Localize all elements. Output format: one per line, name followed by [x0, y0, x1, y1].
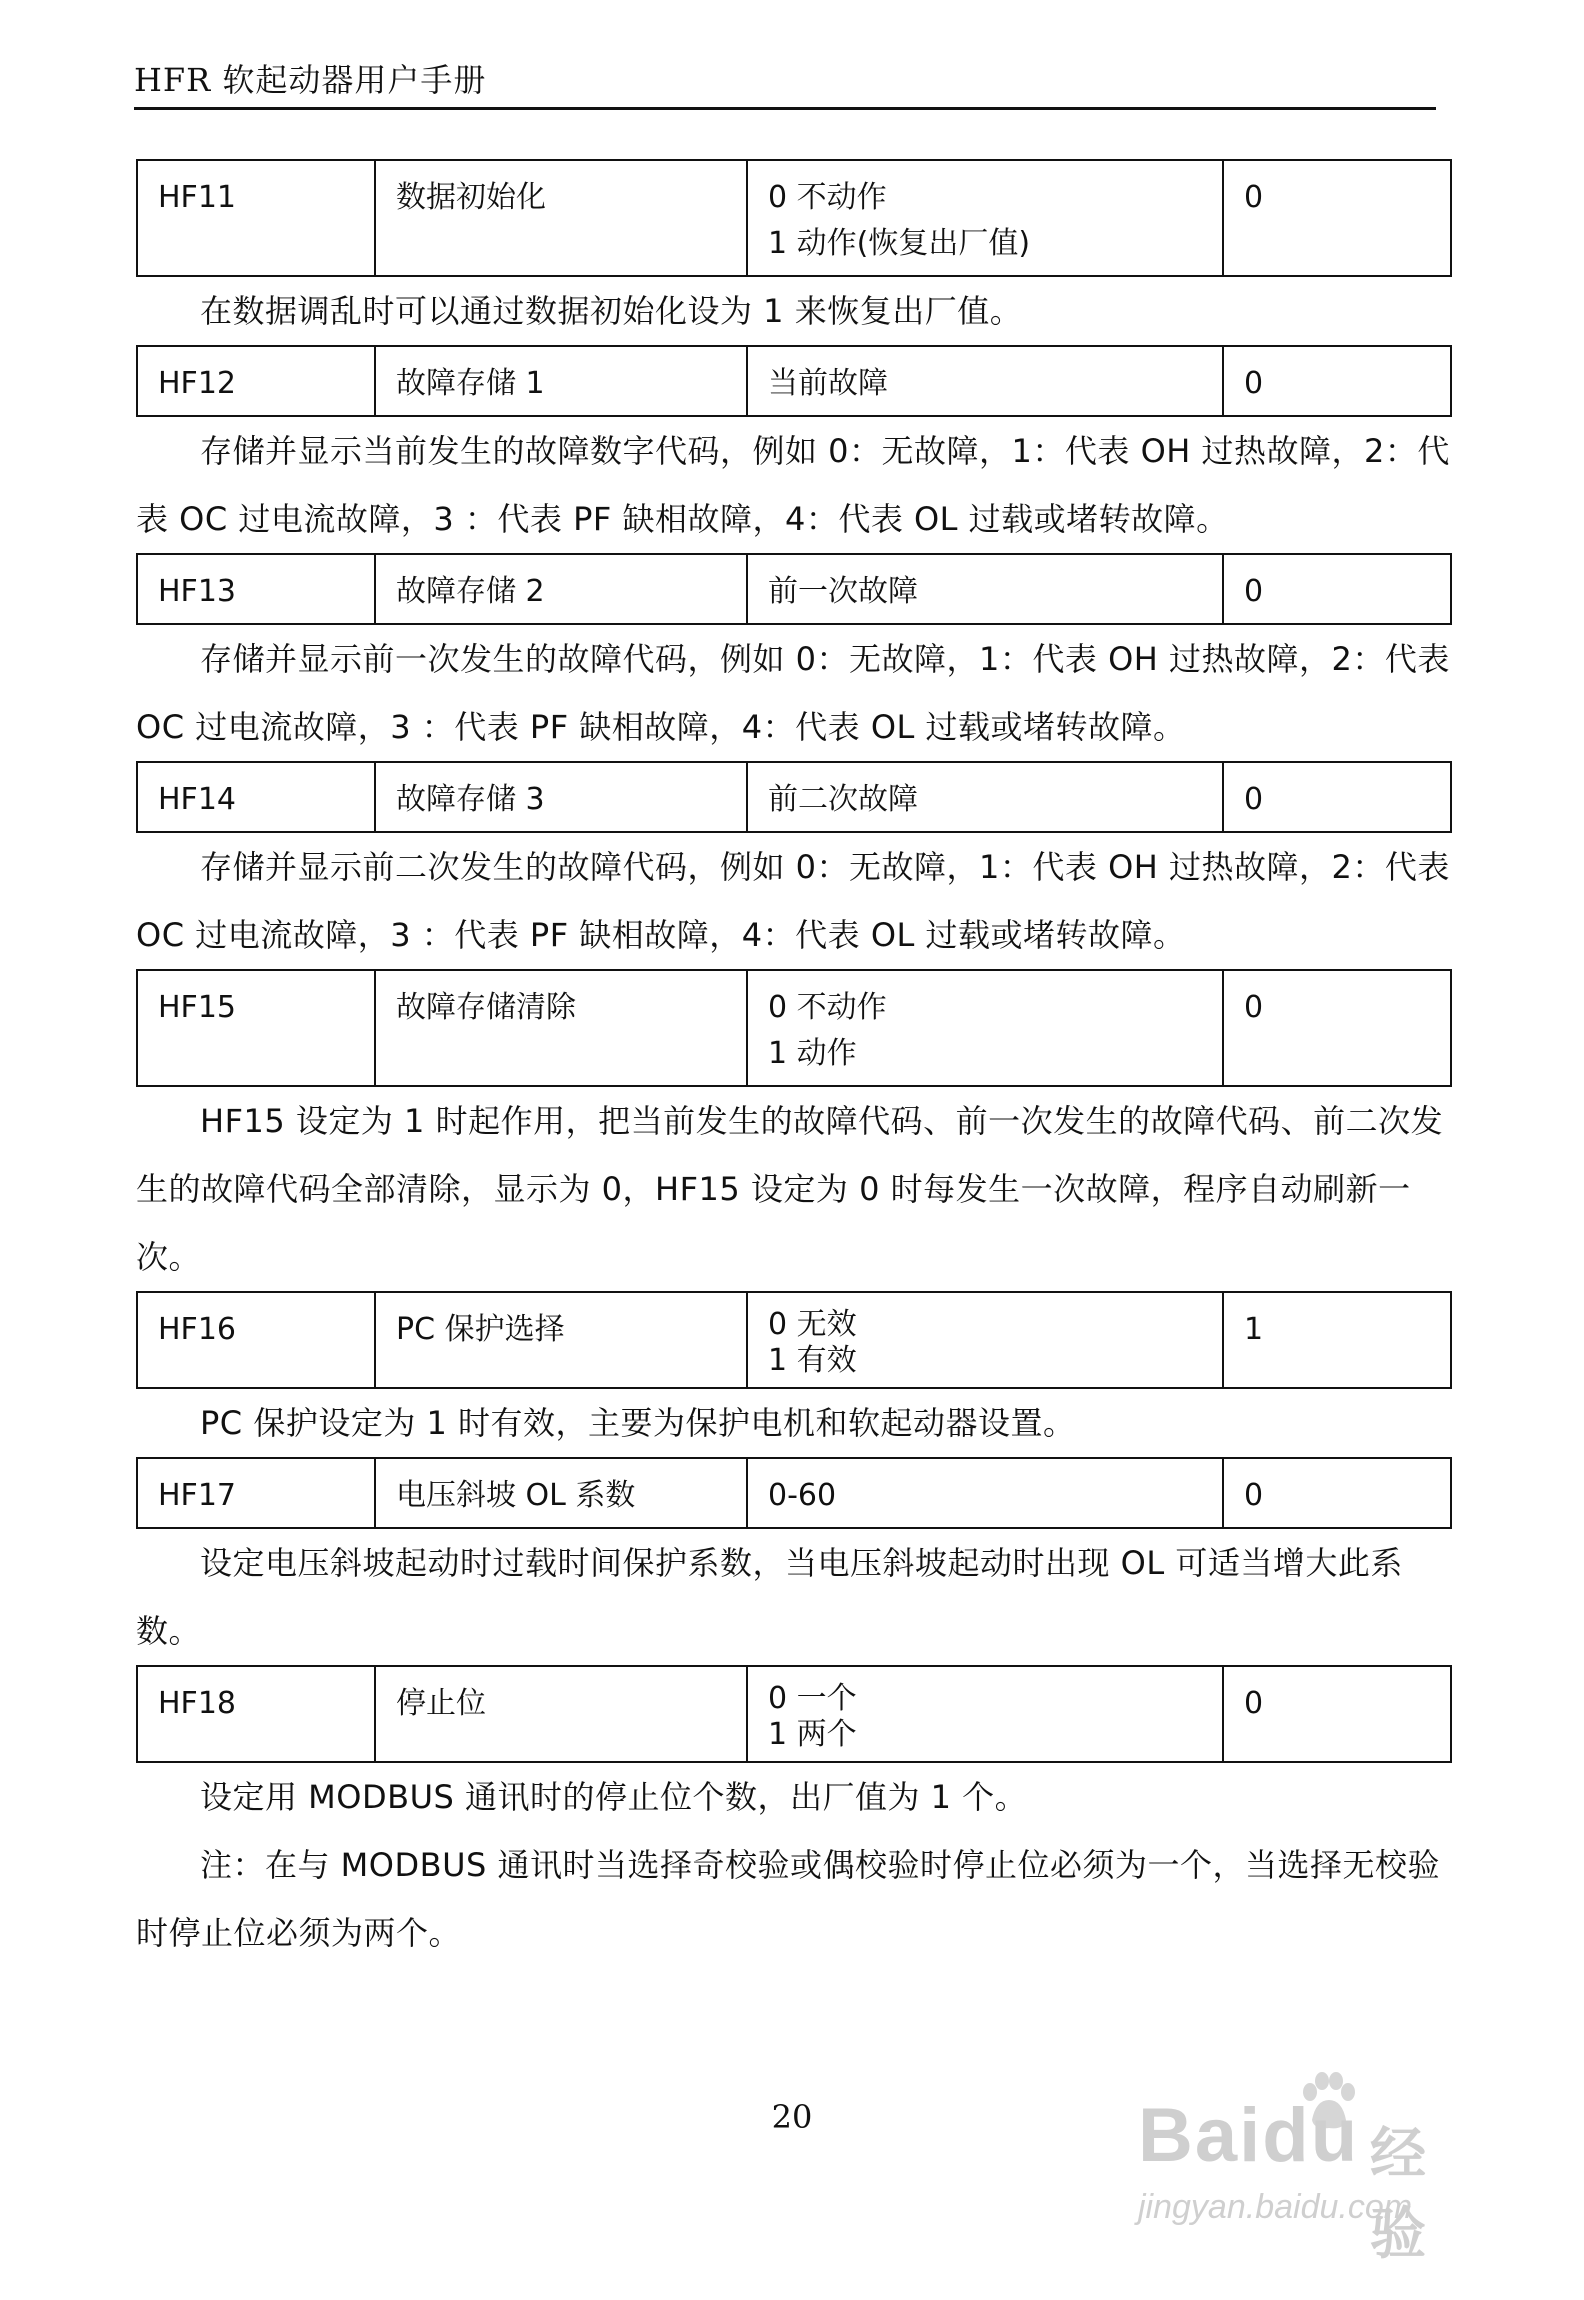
- param-description: PC 保护设定为 1 时有效，主要为保护电机和软起动器设置。: [200, 1404, 1076, 1442]
- param-name: 故障存储 3: [375, 762, 747, 832]
- param-code: HF13: [137, 554, 375, 624]
- page-content: [136, 159, 1452, 1967]
- param-default: 0: [1223, 346, 1451, 416]
- param-default: 0: [1223, 554, 1451, 624]
- param-option: 0 不动作: [768, 180, 887, 215]
- param-option: 0-60: [768, 1478, 837, 1513]
- param-name: 电压斜坡 OL 系数: [375, 1458, 747, 1528]
- param-table-hf18: [136, 1665, 1452, 1763]
- param-description: 设定用 MODBUS 通讯时的停止位个数，出厂值为 1 个。: [200, 1778, 1028, 1816]
- param-option: 1 动作: [768, 1036, 857, 1071]
- param-options: [747, 970, 1223, 1086]
- param-name: 停止位: [375, 1666, 747, 1762]
- param-table-hf17: [136, 1457, 1452, 1529]
- param-option: 前二次故障: [768, 782, 918, 817]
- param-table-hf11: [136, 159, 1452, 277]
- param-option: 1 两个: [768, 1717, 857, 1752]
- param-table-hf16: [136, 1291, 1452, 1389]
- param-description: 设定电压斜坡起动时过载时间保护系数，当电压斜坡起动时出现 OL 可适当增大此系数。: [136, 1544, 1403, 1650]
- param-code: HF14: [137, 762, 375, 832]
- page-number: 20: [771, 2098, 813, 2136]
- param-options: [747, 160, 1223, 276]
- param-description: 存储并显示前二次发生的故障代码，例如 0：无故障，1：代表 OH 过热故障，2：代表 OC 过电流故障，3 ：代表 PF 缺相故障，4：代表 OL 过载或堵转故障。: [136, 848, 1450, 954]
- param-table-hf14: [136, 761, 1452, 833]
- param-default: 0: [1223, 1666, 1451, 1762]
- param-option: 1 有效: [768, 1343, 857, 1378]
- watermark-logo: Baidu: [1138, 2093, 1360, 2178]
- param-options: [747, 1292, 1223, 1388]
- param-name: 故障存储清除: [375, 970, 747, 1086]
- param-name: 数据初始化: [375, 160, 747, 276]
- param-option: 前一次故障: [768, 574, 918, 609]
- param-default: 0: [1223, 1458, 1451, 1528]
- watermark-cn: 经验: [1370, 2122, 1426, 2267]
- param-table-hf15: [136, 969, 1452, 1087]
- param-default: 0: [1223, 160, 1451, 276]
- baidu-jingyan-watermark: [1120, 2070, 1480, 2267]
- param-options: [747, 1666, 1223, 1762]
- param-code: HF12: [137, 346, 375, 416]
- param-options: [747, 554, 1223, 624]
- param-description: 存储并显示当前发生的故障数字代码，例如 0：无故障，1：代表 OH 过热故障，2：代表 OC 过电流故障，3 ：代表 PF 缺相故障，4：代表 OL 过载或堵转故障。: [136, 432, 1450, 538]
- param-default: 0: [1223, 970, 1451, 1086]
- param-code: HF18: [137, 1666, 375, 1762]
- param-options: [747, 346, 1223, 416]
- param-name: 故障存储 2: [375, 554, 747, 624]
- param-default: 0: [1223, 762, 1451, 832]
- param-option: 当前故障: [768, 366, 888, 401]
- param-code: HF15: [137, 970, 375, 1086]
- param-code: HF16: [137, 1292, 375, 1388]
- param-option: 1 动作(恢复出厂值): [768, 226, 1031, 261]
- param-option: 0 不动作: [768, 990, 887, 1025]
- manual-header-title: HFR 软起动器用户手册: [134, 61, 487, 99]
- param-code: HF11: [137, 160, 375, 276]
- param-options: [747, 1458, 1223, 1528]
- param-name: PC 保护选择: [375, 1292, 747, 1388]
- header-rule: [134, 107, 1436, 110]
- param-option: 0 无效: [768, 1307, 857, 1342]
- param-table-hf13: [136, 553, 1452, 625]
- param-code: HF17: [137, 1458, 375, 1528]
- param-default: 1: [1223, 1292, 1451, 1388]
- param-name: 故障存储 1: [375, 346, 747, 416]
- param-description: HF15 设定为 1 时起作用，把当前发生的故障代码、前一次发生的故障代码、前二次发生的故障代码全部清除，显示为 0，HF15 设定为 0 时每发生一次故障，程序自动刷新一次。: [136, 1102, 1444, 1276]
- param-option: 0 一个: [768, 1681, 857, 1716]
- param-table-hf12: [136, 345, 1452, 417]
- param-note: 注：在与 MODBUS 通讯时当选择奇校验或偶校验时停止位必须为一个，当选择无校验时停止位必须为两个。: [136, 1846, 1440, 1952]
- param-description: 存储并显示前一次发生的故障代码，例如 0：无故障，1：代表 OH 过热故障，2：代表 OC 过电流故障，3 ：代表 PF 缺相故障，4：代表 OL 过载或堵转故障。: [136, 640, 1450, 746]
- param-options: [747, 762, 1223, 832]
- watermark-url: jingyan.baidu.com: [1138, 2188, 1413, 2226]
- param-description: 在数据调乱时可以通过数据初始化设为 1 来恢复出厂值。: [200, 292, 1023, 330]
